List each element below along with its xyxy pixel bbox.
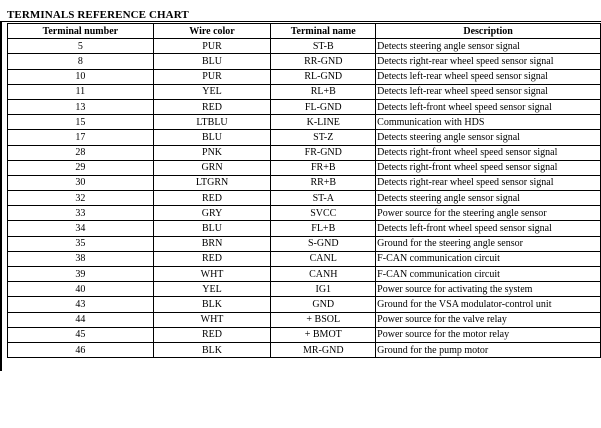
description-cell: Power source for the steering angle sensor <box>376 206 601 221</box>
terminal-number-cell: 38 <box>8 251 154 266</box>
table-row <box>8 221 601 236</box>
description-cell: Detects steering angle sensor signal <box>376 130 601 145</box>
description-cell: Detects left-front wheel speed sensor signal <box>376 99 601 114</box>
description-cell: Detects left-rear wheel speed sensor signal <box>376 84 601 99</box>
wire-color-cell: YEL <box>153 282 271 297</box>
terminal-name-cell: FR+B <box>271 160 376 175</box>
description-cell: Detects steering angle sensor signal <box>376 191 601 206</box>
table-row <box>8 236 601 251</box>
terminal-name-cell: ST-B <box>271 39 376 54</box>
table-row <box>8 130 601 145</box>
table-row <box>8 206 601 221</box>
terminal-number-cell: 32 <box>8 191 154 206</box>
wire-color-cell: GRY <box>153 206 271 221</box>
description-cell: Detects left-rear wheel speed sensor signal <box>376 69 601 84</box>
table-row <box>8 84 601 99</box>
terminal-number-cell: 13 <box>8 99 154 114</box>
table-row <box>8 54 601 69</box>
description-cell: Detects left-front wheel speed sensor signal <box>376 221 601 236</box>
column-header-wire-color: Wire color <box>153 24 271 39</box>
table-row <box>8 175 601 190</box>
wire-color-cell: GRN <box>153 160 271 175</box>
wire-color-cell: LTBLU <box>153 115 271 130</box>
wire-color-cell: YEL <box>153 84 271 99</box>
wire-color-cell: PNK <box>153 145 271 160</box>
description-cell: F-CAN communication circuit <box>376 251 601 266</box>
terminal-name-cell: ST-Z <box>271 130 376 145</box>
terminal-number-cell: 30 <box>8 175 154 190</box>
wire-color-cell: BLU <box>153 130 271 145</box>
terminal-name-cell: FL+B <box>271 221 376 236</box>
wire-color-cell: RED <box>153 191 271 206</box>
wire-color-cell: BLU <box>153 221 271 236</box>
left-margin-rule <box>0 21 2 371</box>
terminal-name-cell: CANL <box>271 251 376 266</box>
terminal-number-cell: 39 <box>8 267 154 282</box>
terminal-name-cell: GND <box>271 297 376 312</box>
terminal-number-cell: 10 <box>8 69 154 84</box>
table-row <box>8 191 601 206</box>
terminals-table <box>7 23 601 358</box>
description-cell: Power source for the motor relay <box>376 327 601 342</box>
description-cell: Detects steering angle sensor signal <box>376 39 601 54</box>
terminal-number-cell: 17 <box>8 130 154 145</box>
terminal-number-cell: 35 <box>8 236 154 251</box>
description-cell: Ground for the VSA modulator-control unit <box>376 297 601 312</box>
terminal-number-cell: 33 <box>8 206 154 221</box>
description-cell: F-CAN communication circuit <box>376 267 601 282</box>
wire-color-cell: WHT <box>153 312 271 327</box>
terminal-name-cell: IG1 <box>271 282 376 297</box>
terminal-number-cell: 44 <box>8 312 154 327</box>
wire-color-cell: BLK <box>153 297 271 312</box>
title-underline <box>0 21 601 22</box>
terminal-name-cell: CANH <box>271 267 376 282</box>
terminal-name-cell: K-LINE <box>271 115 376 130</box>
terminal-name-cell: FL-GND <box>271 99 376 114</box>
wire-color-cell: BLK <box>153 342 271 357</box>
wire-color-cell: WHT <box>153 267 271 282</box>
wire-color-cell: BLU <box>153 54 271 69</box>
terminal-name-cell: S-GND <box>271 236 376 251</box>
terminal-number-cell: 45 <box>8 327 154 342</box>
description-cell: Detects right-front wheel speed sensor signal <box>376 145 601 160</box>
table-row <box>8 251 601 266</box>
terminal-name-cell: RR-GND <box>271 54 376 69</box>
description-cell: Detects right-rear wheel speed sensor signal <box>376 54 601 69</box>
terminal-number-cell: 40 <box>8 282 154 297</box>
description-cell: Power source for activating the system <box>376 282 601 297</box>
terminal-name-cell: + BMOT <box>271 327 376 342</box>
table-row <box>8 297 601 312</box>
column-header-terminal-number: Terminal number <box>8 24 154 39</box>
terminal-number-cell: 8 <box>8 54 154 69</box>
table-row <box>8 145 601 160</box>
description-cell: Detects right-front wheel speed sensor signal <box>376 160 601 175</box>
wire-color-cell: BRN <box>153 236 271 251</box>
terminal-name-cell: SVCC <box>271 206 376 221</box>
wire-color-cell: RED <box>153 251 271 266</box>
wire-color-cell: PUR <box>153 39 271 54</box>
table-row <box>8 342 601 357</box>
table-body <box>8 39 601 358</box>
description-cell: Ground for the steering angle sensor <box>376 236 601 251</box>
terminal-number-cell: 28 <box>8 145 154 160</box>
description-cell: Communication with HDS <box>376 115 601 130</box>
description-cell: Power source for the valve relay <box>376 312 601 327</box>
terminal-number-cell: 11 <box>8 84 154 99</box>
table-row <box>8 267 601 282</box>
column-header-description: Description <box>376 24 601 39</box>
terminal-number-cell: 29 <box>8 160 154 175</box>
column-header-terminal-name: Terminal name <box>271 24 376 39</box>
table-row <box>8 115 601 130</box>
description-cell: Detects right-rear wheel speed sensor signal <box>376 175 601 190</box>
table-row <box>8 69 601 84</box>
table-row <box>8 39 601 54</box>
table-row <box>8 327 601 342</box>
wire-color-cell: RED <box>153 327 271 342</box>
table-row <box>8 99 601 114</box>
description-cell: Ground for the pump motor <box>376 342 601 357</box>
table-header-row <box>8 24 601 39</box>
wire-color-cell: RED <box>153 99 271 114</box>
terminal-number-cell: 5 <box>8 39 154 54</box>
chart-title: TERMINALS REFERENCE CHART <box>7 9 189 21</box>
table-row <box>8 160 601 175</box>
terminal-name-cell: RL+B <box>271 84 376 99</box>
table-row <box>8 282 601 297</box>
terminal-name-cell: RR+B <box>271 175 376 190</box>
wire-color-cell: PUR <box>153 69 271 84</box>
terminal-name-cell: RL-GND <box>271 69 376 84</box>
table-row <box>8 312 601 327</box>
terminal-name-cell: ST-A <box>271 191 376 206</box>
terminal-number-cell: 46 <box>8 342 154 357</box>
terminal-number-cell: 34 <box>8 221 154 236</box>
terminal-number-cell: 43 <box>8 297 154 312</box>
terminal-name-cell: FR-GND <box>271 145 376 160</box>
wire-color-cell: LTGRN <box>153 175 271 190</box>
terminal-name-cell: MR-GND <box>271 342 376 357</box>
terminal-number-cell: 15 <box>8 115 154 130</box>
terminal-name-cell: + BSOL <box>271 312 376 327</box>
